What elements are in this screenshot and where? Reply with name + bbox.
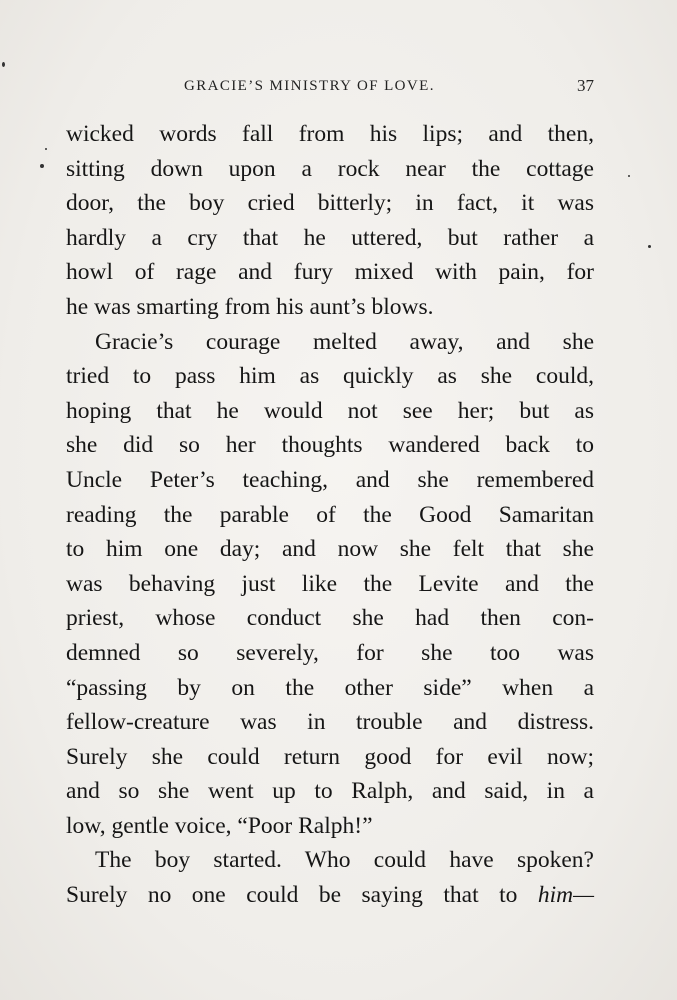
text-line: was behaving just like the Levite and the <box>66 570 594 597</box>
scan-speck <box>2 62 5 67</box>
text-line-final <box>66 878 594 913</box>
text-line: and so she went up to Ralph, and said, in a <box>66 778 594 805</box>
scan-speck <box>40 164 44 168</box>
text-line: fellow-creature was in trouble and distress. <box>66 709 594 736</box>
running-title: GRACIE’S MINISTRY OF LOVE. <box>184 78 435 94</box>
text-line: hardly a cry that he uttered, but rather a <box>66 224 594 251</box>
text-line: Gracie’s courage melted away, and she <box>95 328 594 355</box>
text-line: tried to pass him as quickly as she could, <box>66 363 594 390</box>
text-line: low, gentle voice, “Poor Ralph!” <box>66 812 373 839</box>
text-line: priest, whose conduct she had then con- <box>66 605 594 632</box>
text-line: howl of rage and fury mixed with pain, for <box>66 259 594 286</box>
text-line: she did so her thoughts wandered back to <box>66 432 594 459</box>
italic-word: him— <box>537 882 594 909</box>
text-line: demned so severely, for she too was <box>66 639 594 666</box>
body-text <box>66 117 594 913</box>
text-line: hoping that he would not see her; but as <box>66 397 594 424</box>
text-line: he was smarting from his aunt’s blows. <box>66 293 434 320</box>
text-line: to him one day; and now she felt that she <box>66 536 594 563</box>
text-line: reading the parable of the Good Samaritan <box>66 501 594 528</box>
text-line: Uncle Peter’s teaching, and she remembered <box>66 466 594 493</box>
page-header <box>66 76 594 100</box>
text-line: The boy started. Who could have spoken? <box>95 847 594 874</box>
scan-speck <box>45 148 47 150</box>
text-line: sitting down upon a rock near the cottage <box>66 155 594 182</box>
text-line: “passing by on the other side” when a <box>66 674 594 701</box>
text-line-roman: Surely no one could be saying that to <box>66 882 518 909</box>
text-line: Surely she could return good for evil now; <box>66 743 594 770</box>
text-line: wicked words fall from his lips; and then, <box>66 121 594 147</box>
scan-speck <box>628 175 630 177</box>
text-line: door, the boy cried bitterly; in fact, it was <box>66 190 594 217</box>
scan-speck <box>648 245 651 248</box>
page-number: 37 <box>577 76 594 95</box>
